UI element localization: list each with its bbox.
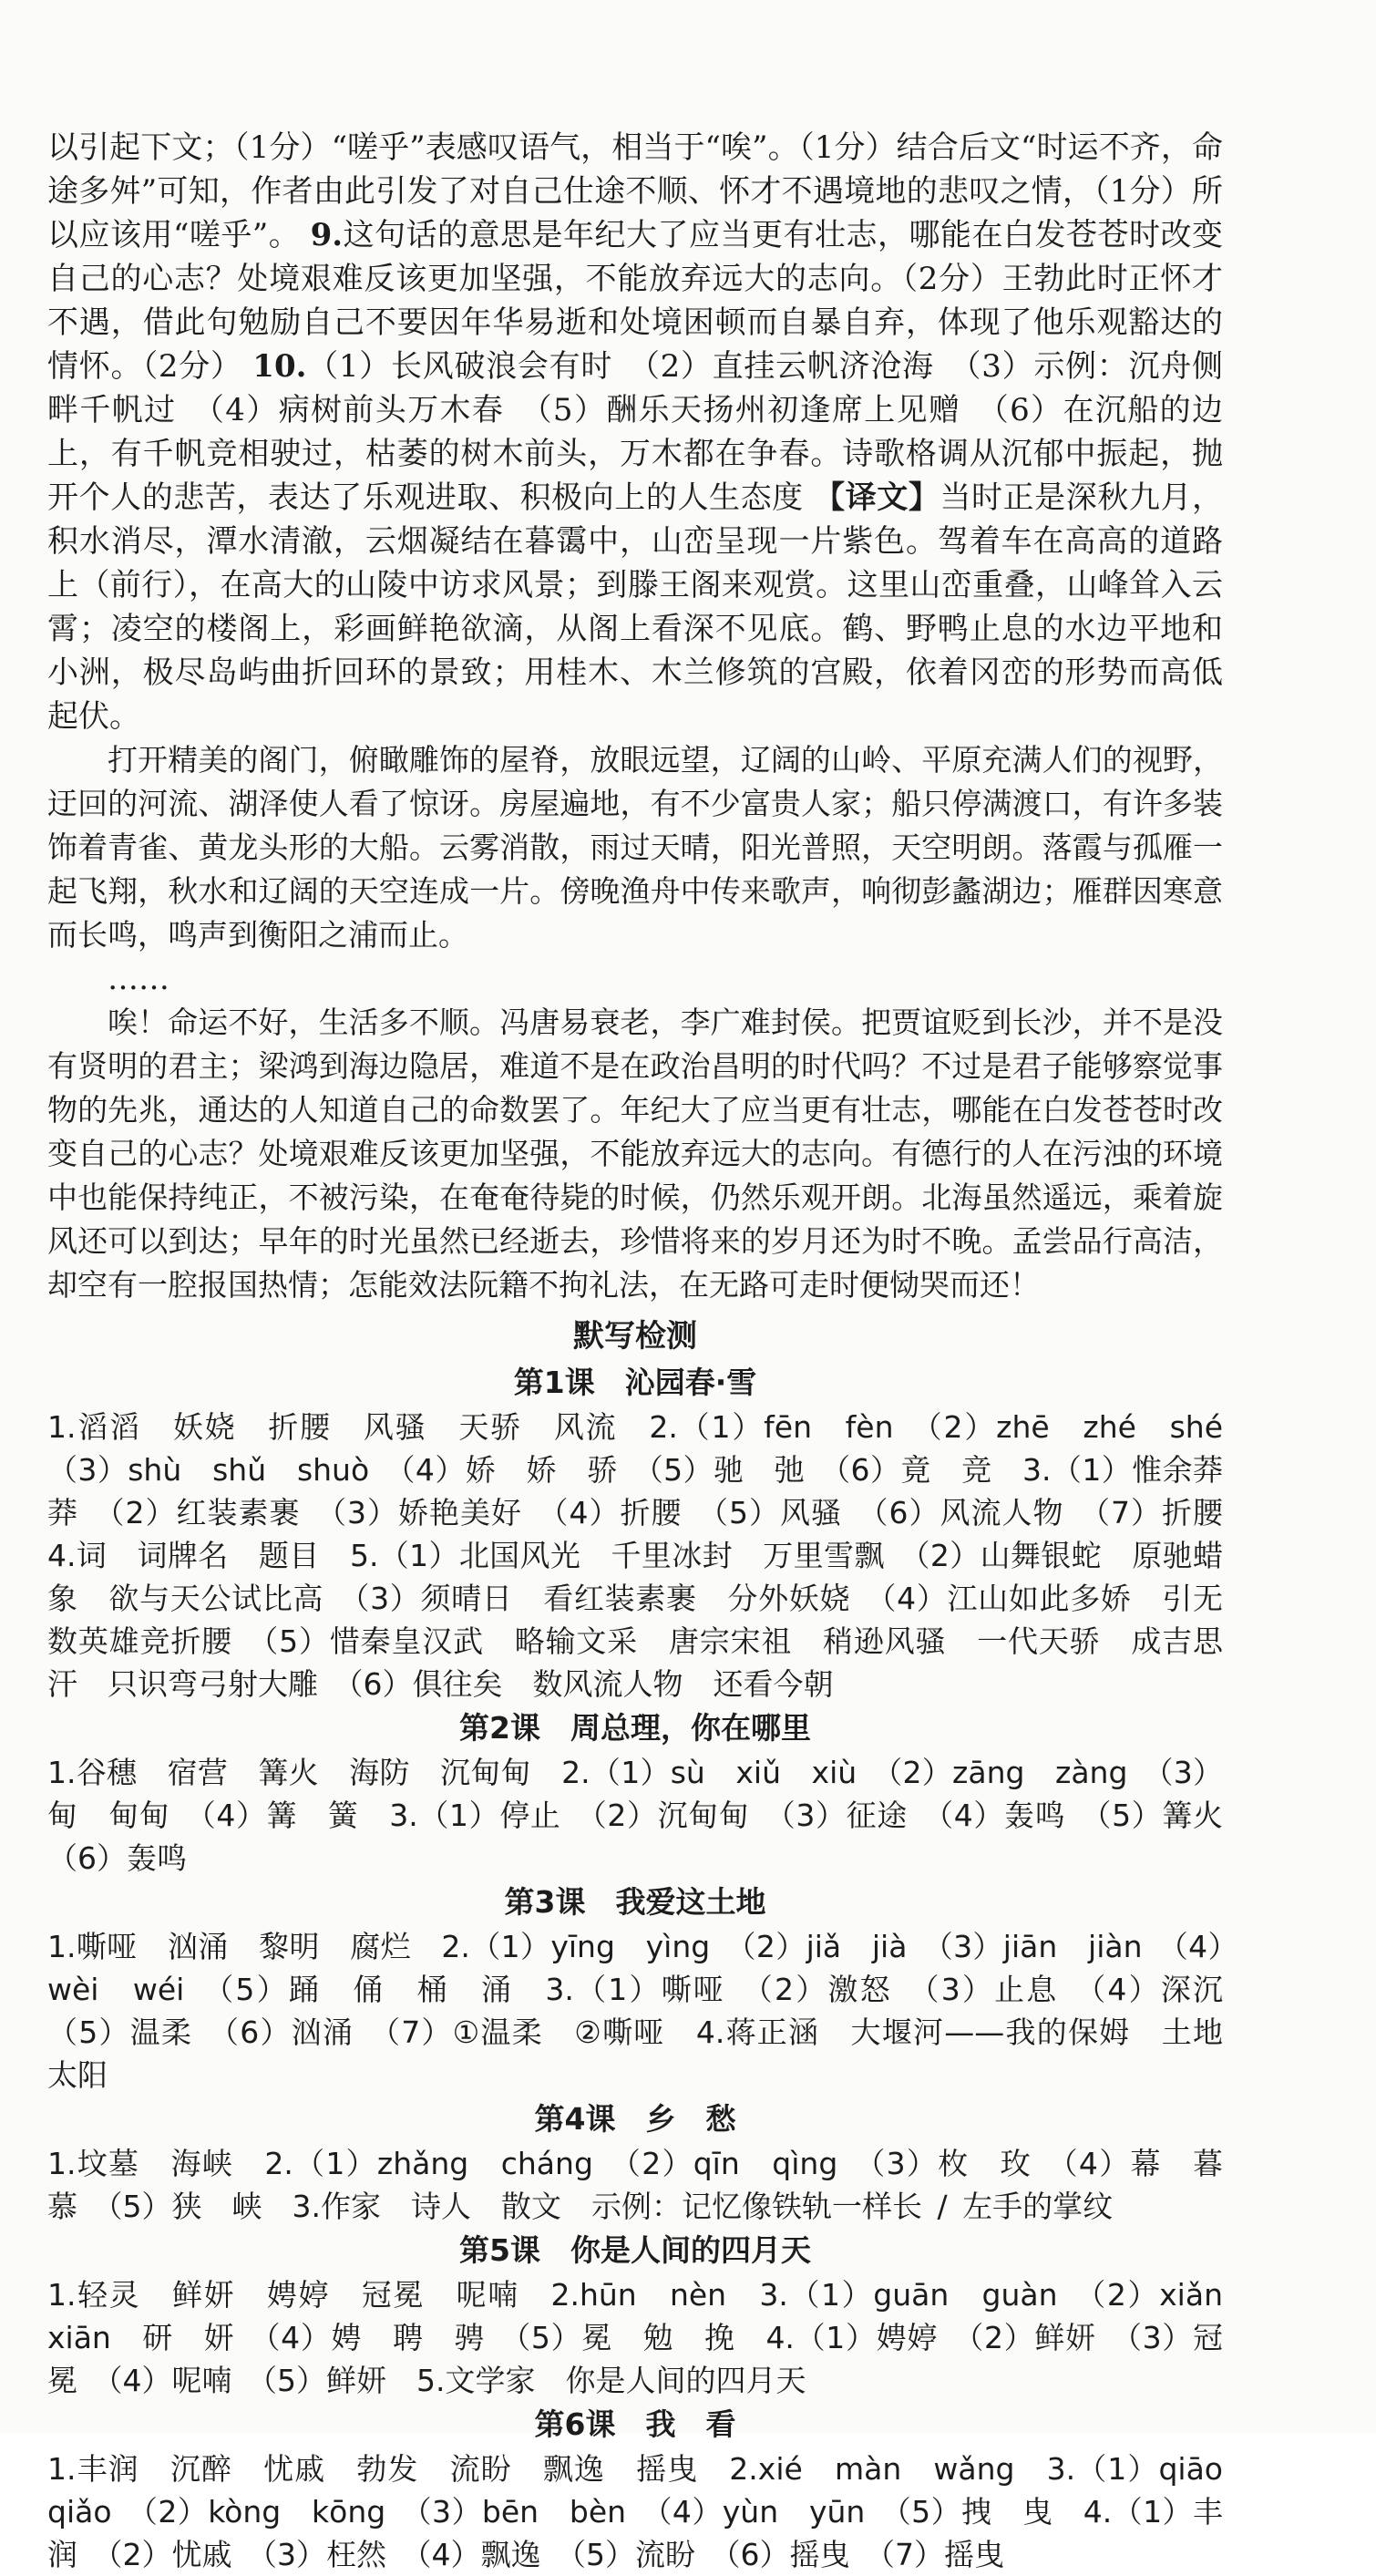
- section-title: 默写检测: [573, 1318, 697, 1355]
- lesson-6-answers: 1.丰润 沉醉 忧戚 勃发 流盼 飘逸 摇曳 2.xié màn wǎng 3.（1）qiāo qiǎo （2）kòng kōng （3）bēn bèn （4）yùn yūn （5）拽 曳 4.（1）丰润 （2）忧戚 （3）枉然 （4）飘逸 （5）流盼 （6）摇曳 （7）摇曳: [47, 2451, 1253, 2572]
- lesson-6-title: 第6课 我 看: [534, 2406, 736, 2442]
- translation-paragraph-3: 唉！命运不好，生活多不顺。冯唐易衰老，李广难封侯。把贾谊贬到长沙，并不是没有贤明的君主；梁鸿到海边隐居，难道不是在政治昌明的时代吗？不过是君子能够察觉事物的先兆，通达的人知道自己的命数罢了。年纪大了应当更有壮志，哪能在白发苍苍时改变自己的心志？处境艰难反该更加坚强，不能放弃远大的志向。有德行的人在污浊的环境中也能保持纯正，不被污染，在奄奄待毙的时候，仍然乐观开朗。北海虽然遥远，乘着旋风还可以到达；早年的时光虽然已经逝去，珍惜将来的岁月还为时不晚。孟尝品行高洁，却空有一腔报国热情；怎能效法阮籍不拘礼法，在无路可走时便恸哭而还！: [47, 1005, 1223, 1303]
- lesson-4-answers: 1.坟墓 海峡 2.（1）zhǎng cháng （2）qīn qìng （3）枚 玫 （4）幕 暮 慕 （5）狭 峡 3.作家 诗人 散文 示例：记忆像铁轨一样长 / 左手的掌纹: [47, 2146, 1253, 2224]
- translation-paragraph-1: 当时正是深秋九月，积水消尽，潭水清澈，云烟凝结在暮霭中，山峦呈现一片紫色。驾着车在高高的道路上（前行），在高大的山陵中访求风景；到滕王阁来观赏。这里山峦重叠，山峰耸入云霄；凌空的楼阁上，彩画鲜艳欲滴，从阁上看深不见底。鹤、野鸭止息的水边平地和小洲，极尽岛屿曲折回环的景致；用桂木、木兰修筑的宫殿，依着冈峦的形势而高低起伏。: [47, 479, 1224, 735]
- lesson-1-title: 第1课 沁园春·雪: [513, 1365, 757, 1400]
- lesson-2-title: 第2课 周总理，你在哪里: [459, 1710, 811, 1746]
- translation-label: 【译文】: [814, 479, 940, 516]
- lesson-1-answers: 1.滔滔 妖娆 折腰 风骚 天骄 风流 2.（1）fēn fèn （2）zhē zhé shé （3）shù shǔ shuò （4）娇 娇 骄 （5）驰 弛 （6）竟 竞 3.（1）惟余莽莽 （2）红装素裹 （3）娇艳美好 （4）折腰 （5）风骚 （6）风流人物 （7）折腰 4.词 词牌名 题目 5.（1）北国风光 千里冰封 万里雪飘 （2）山舞银蛇 原驰蜡象 欲与天公试比高 （3）须晴日 看红装素裹 分外妖娆 （4）江山如此多娇 引无数英雄竞折腰 （5）惜秦皇汉武 略输文采 唐宗宋祖 稍逊风骚 一代天骄 成吉思汗 只识弯弓射大雕 （6）俱往矣 数风流人物 还看今朝: [47, 1409, 1253, 1702]
- lesson-5-title: 第5课 你是人间的四月天: [459, 2232, 811, 2268]
- question-9-number: 9.: [310, 217, 344, 253]
- lesson-3-title: 第3课 我爱这土地: [504, 1884, 766, 1920]
- translation-ellipsis: ……: [108, 961, 169, 997]
- question-10-number: 10.: [252, 348, 307, 385]
- lesson-5-answers: 1.轻灵 鲜妍 娉婷 冠冕 呢喃 2.hūn nèn 3.（1）guān guàn （2）xiǎn xiān 研 妍 （4）娉 聘 骋 （5）冕 勉 挽 4.（1）娉婷 （2）鲜妍 （3）冠冕 （4）呢喃 （5）鲜妍 5.文学家 你是人间的四月天: [47, 2277, 1253, 2398]
- translation-paragraph-2: 打开精美的阁门，俯瞰雕饰的屋脊，放眼远望，辽阔的山岭、平原充满人们的视野，迂回的河流、湖泽使人看了惊讶。房屋遍地，有不少富贵人家；船只停满渡口，有许多装饰着青雀、黄龙头形的大船。云雾消散，雨过天晴，阳光普照，天空明朗。落霞与孤雁一起飞翔，秋水和辽阔的天空连成一片。傍晚渔舟中传来歌声，响彻彭蠡湖边；雁群因寒意而长鸣，鸣声到衡阳之浦而止。: [47, 742, 1223, 953]
- question-9-answer: 这句话的意思是年纪大了应当更有壮志，哪能在白发苍苍时改变自己的心志？处境艰难反该更加坚强，不能放弃远大的志向。（2分）王勃此时正怀才不遇，借此句勉励自己不要因年华易逝和处境困顿而自暴自弃，体现了他乐观豁达的情怀。（2分）: [47, 217, 1224, 385]
- lesson-3-answers: 1.嘶哑 汹涌 黎明 腐烂 2.（1）yīng yìng （2）jiǎ jià （3）jiān jiàn （4）wèi wéi （5）踊 俑 桶 涌 3.（1）嘶哑 （2）激怒 （3）止息 （4）深沉 （5）温柔 （6）汹涌 （7）①温柔 ②嘶哑 4.蒋正涵 大堰河——我的保姆 土地 太阳: [47, 1929, 1253, 2093]
- answer-line-1: 以引起下文；（1分）“嗟乎”表感叹语气，相当于“唉”。（1分）结合后文“时运不齐，命途多舛”可知，作者由此引发了对自己仕途不顺、怀才不遇境地的悲叹之情，（1分）所以应该用“嗟乎”。: [47, 129, 1223, 253]
- lesson-4-title: 第4课 乡 愁: [534, 2101, 736, 2137]
- answer-paragraph: [47, 126, 1223, 738]
- lesson-2-answers: 1.谷穗 宿营 篝火 海防 沉甸甸 2.（1）sù xiǔ xiù （2）zāng zàng （3）甸 甸甸 （4）篝 簧 3.（1）停止 （2）沉甸甸 （3）征途 （4）轰鸣 （5）篝火 （6）轰鸣: [47, 1755, 1253, 1876]
- question-10-answer: （1）长风破浪会有时 （2）直挂云帆济沧海 （3）示例：沉舟侧畔千帆过 （4）病树前头万木春 （5）酬乐天扬州初逢席上见赠 （6）在沉船的边上，有千帆竞相驶过，枯萎的树木前头，万木都在争春。诗歌格调从沉郁中振起，抛开个人的悲苦，表达了乐观进取、积极向上的人生态度: [47, 348, 1223, 516]
